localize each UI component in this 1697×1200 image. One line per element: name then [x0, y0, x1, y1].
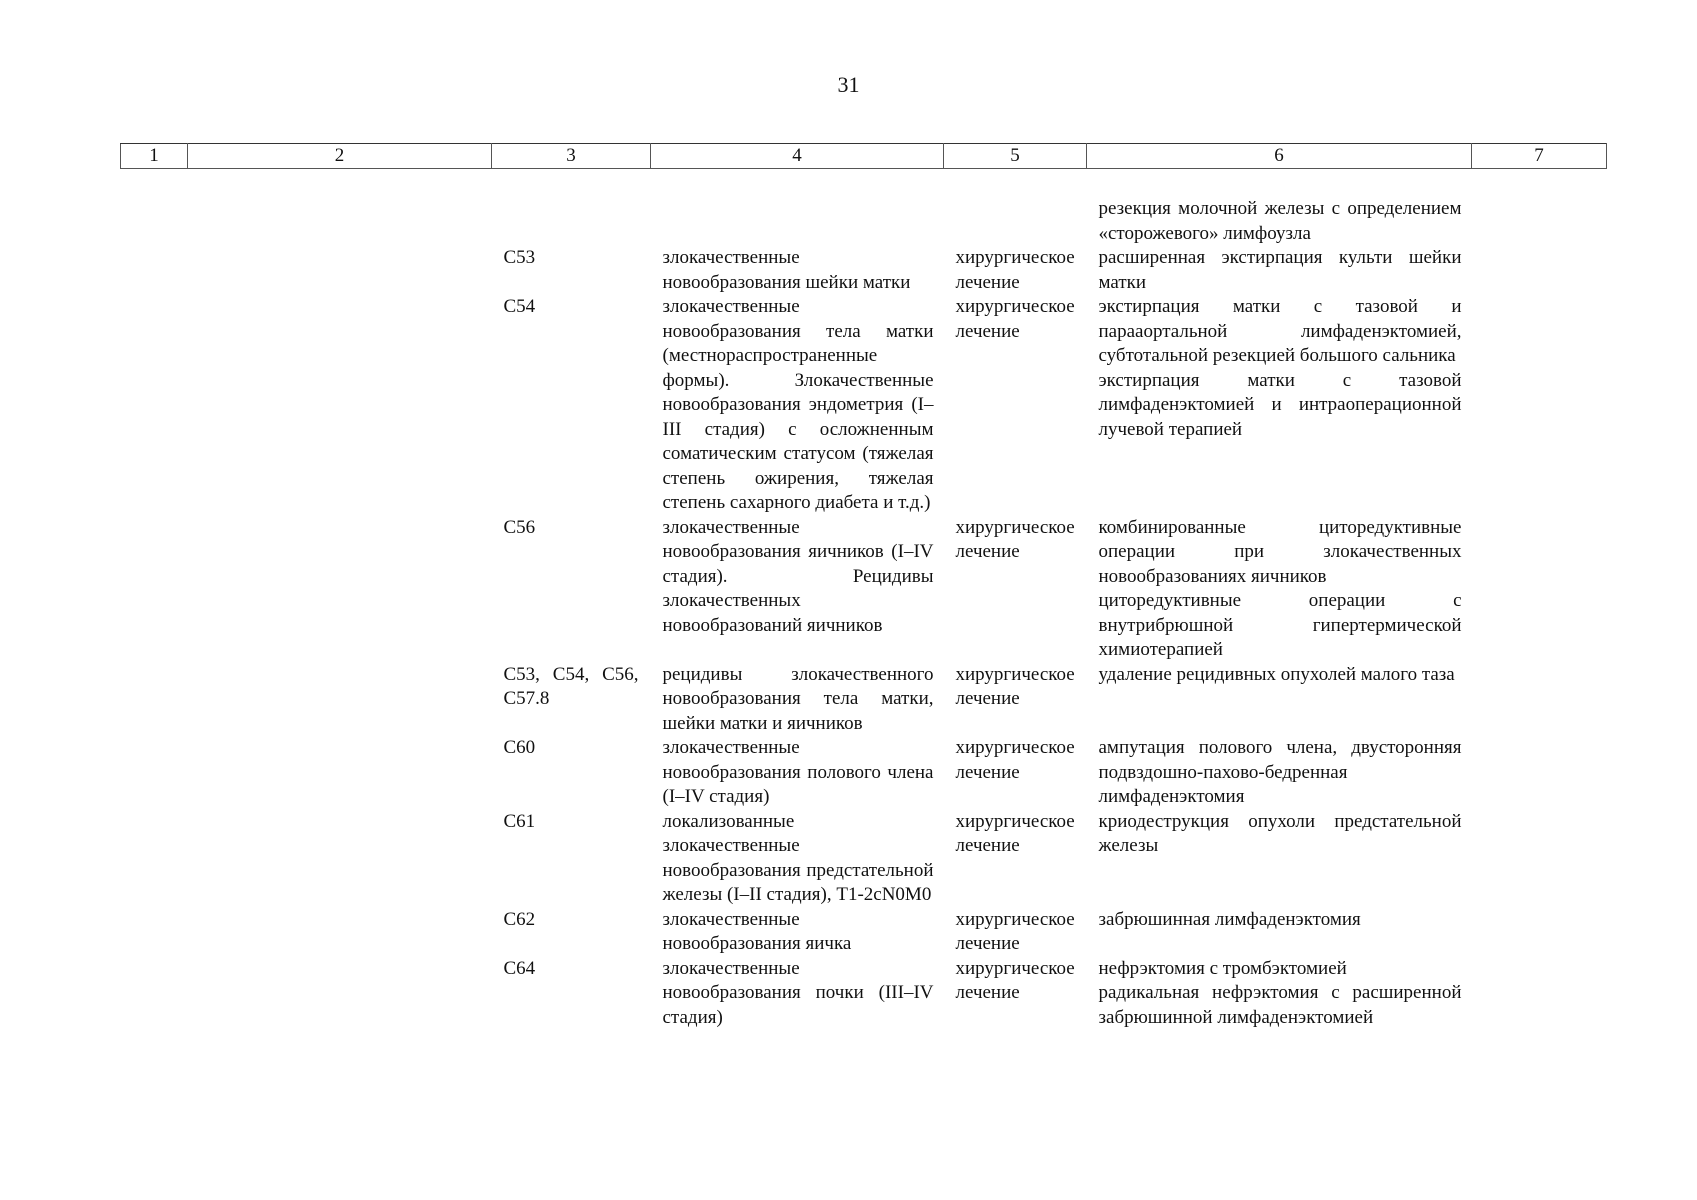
method-cell	[1087, 295, 1472, 516]
method-cell: резекция молочной железы с определением «сторожевого» лимфоузла	[1098, 198, 1462, 244]
table-row	[121, 908, 1607, 957]
table-row	[121, 810, 1607, 908]
treatment-cell: хирургическое лечение	[955, 810, 1075, 856]
treatment-cell	[944, 169, 1087, 247]
method-cell: удаление рецидивных опухолей малого таза	[1098, 663, 1455, 685]
diagnosis-cell: злокачественные новообразования шейки матки	[662, 247, 911, 293]
icd-code: C61	[503, 810, 536, 832]
diagnosis-cell: злокачественные новообразования яичников (I–IV стадия). Рецидивы злокачественных новообразований яичников	[662, 516, 934, 636]
diagnosis-cell	[651, 169, 944, 247]
column-number-7: 7	[1472, 144, 1607, 169]
icd-code: C56	[503, 516, 536, 538]
treatment-cell: хирургическое лечение	[955, 737, 1075, 783]
diagnosis-cell: локализованные злокачественные новообразования предстательной железы (I–II стадия), T1-2cN0M0	[662, 810, 934, 905]
column-number-1: 1	[121, 144, 188, 169]
procedures-table	[120, 143, 1607, 1030]
diagnosis-cell: злокачественные новообразования тела матки (местнораспространенные формы). Злокачественные новообразования эндометрия (I–III стадия) с осложненным соматическим статусом (тяжелая степень ожирения, тяжелая степень сахарного диабета и т.д.)	[662, 296, 934, 513]
paragraph: радикальная нефрэктомия с расширенной забрюшинной лимфаденэктомией	[1098, 982, 1462, 1028]
table-row	[121, 516, 1607, 663]
table-row	[121, 246, 1607, 295]
diagnosis-cell: злокачественные новообразования почки (III–IV стадия)	[662, 957, 934, 1028]
treatment-cell: хирургическое лечение	[955, 663, 1075, 709]
paragraph: нефрэктомия с тромбэктомией	[1098, 957, 1347, 979]
method-cell: расширенная экстирпация культи шейки матки	[1098, 247, 1462, 293]
column-number-6: 6	[1087, 144, 1472, 169]
paragraph: экстирпация матки с тазовой лимфаденэктомией и интраоперационной лучевой терапией	[1098, 369, 1462, 440]
icd-code: C53	[503, 247, 536, 268]
column-number-2: 2	[188, 144, 492, 169]
icd-code: C54	[503, 296, 536, 317]
icd-code: C60	[503, 737, 536, 758]
paragraph: циторедуктивные операции с внутрибрюшной гипертермической химиотерапией	[1098, 590, 1462, 660]
table-row	[121, 736, 1607, 810]
table-row	[121, 957, 1607, 1031]
column-number-row	[121, 144, 1607, 169]
table-row	[121, 169, 1607, 247]
method-cell	[1087, 516, 1472, 663]
treatment-cell: хирургическое лечение	[955, 516, 1075, 562]
diagnosis-cell: злокачественные новообразования полового члена (I–IV стадия)	[662, 737, 934, 807]
method-cell: ампутация полового члена, двусторонняя подвздошно-пахово-бедренная лимфаденэктомия	[1098, 737, 1462, 807]
icd-code	[492, 169, 651, 247]
method-cell: криодеструкция опухоли предстательной железы	[1098, 810, 1462, 856]
icd-code: C64	[503, 957, 536, 979]
paragraph: комбинированные циторедуктивные операции при злокачественных новообразованиях яичников	[1098, 516, 1462, 587]
paragraph: экстирпация матки с тазовой и парааортальной лимфаденэктомией, субтотальной резекцией большого сальника	[1098, 296, 1462, 366]
icd-code: C62	[503, 908, 536, 930]
column-number-4: 4	[651, 144, 944, 169]
treatment-cell: хирургическое лечение	[955, 296, 1075, 342]
diagnosis-cell: рецидивы злокачественного новообразования тела матки, шейки матки и яичников	[662, 663, 934, 734]
treatment-cell: хирургическое лечение	[955, 908, 1075, 954]
icd-code: C53, C54, C56, C57.8	[503, 663, 639, 709]
diagnosis-cell: злокачественные новообразования яичка	[662, 908, 852, 954]
column-number-5: 5	[944, 144, 1087, 169]
table-row	[121, 663, 1607, 737]
table-row	[121, 295, 1607, 516]
column-number-3: 3	[492, 144, 651, 169]
page-number: 31	[837, 72, 860, 97]
treatment-cell: хирургическое лечение	[955, 957, 1075, 1003]
method-cell: забрюшинная лимфаденэктомия	[1098, 908, 1361, 930]
method-cell	[1087, 957, 1472, 1031]
treatment-cell: хирургическое лечение	[955, 247, 1075, 293]
